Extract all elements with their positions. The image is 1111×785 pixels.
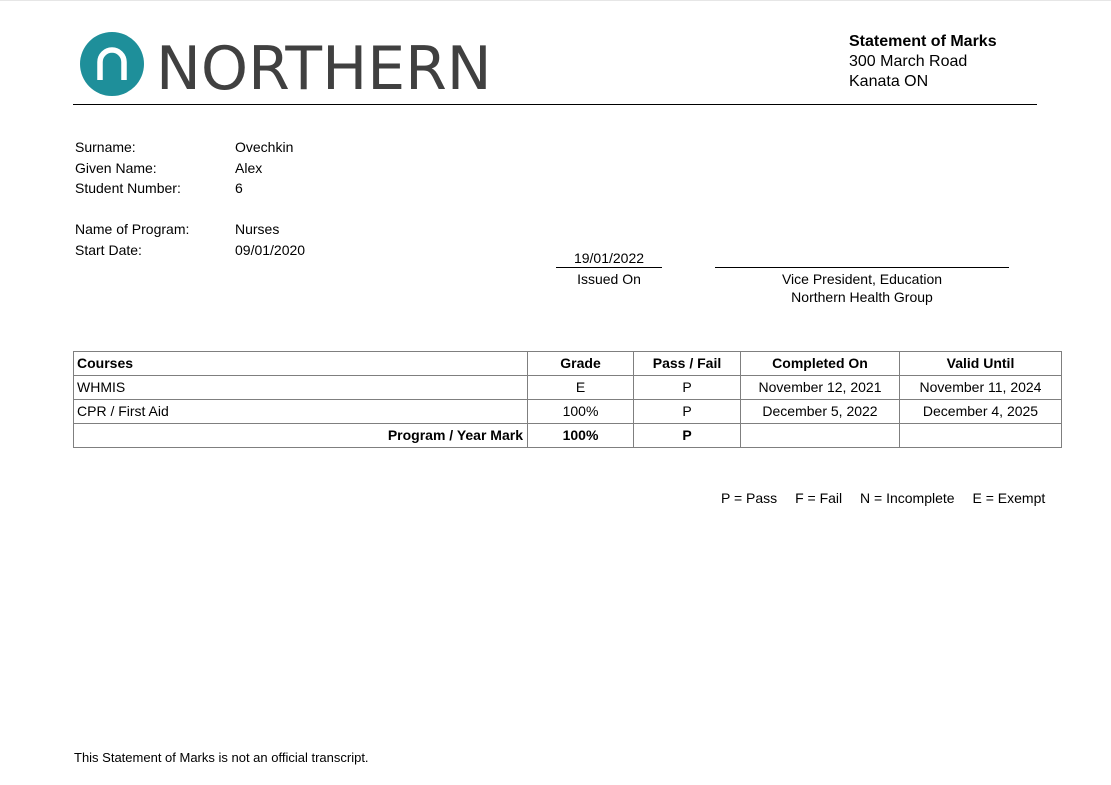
program-value: Nurses xyxy=(235,221,280,237)
signature-line xyxy=(715,267,1009,268)
given-name-value: Alex xyxy=(235,160,263,176)
address-line2: Kanata ON xyxy=(849,73,929,90)
course-name: WHMIS xyxy=(74,376,528,400)
legend-pass: P = Pass xyxy=(721,490,778,506)
signatory-title: Vice President, Education xyxy=(781,271,943,287)
legend-exempt: E = Exempt xyxy=(972,490,1046,506)
surname-label: Surname: xyxy=(75,139,136,155)
summary-empty-valid xyxy=(900,424,1062,448)
table-row xyxy=(74,376,1062,400)
col-header-pass-fail: Pass / Fail xyxy=(634,352,741,376)
top-border xyxy=(0,0,1111,1)
table-header-row xyxy=(74,352,1062,376)
issue-date-line xyxy=(556,267,662,268)
logo-wordmark: NORTHERN xyxy=(156,34,492,104)
legend-incomplete: N = Incomplete xyxy=(860,490,955,506)
course-grade: E xyxy=(528,376,634,400)
legend-fail: F = Fail xyxy=(795,490,843,506)
program-year-mark-label: Program / Year Mark xyxy=(74,424,528,448)
issue-date: 19/01/2022 xyxy=(573,250,645,266)
program-year-mark-grade: 100% xyxy=(528,424,634,448)
surname-value: Ovechkin xyxy=(235,139,294,155)
student-number-value: 6 xyxy=(235,180,243,196)
given-name-label: Given Name: xyxy=(75,160,157,176)
summary-empty-completed xyxy=(741,424,900,448)
issued-on-label: Issued On xyxy=(577,271,641,287)
course-completed-on: December 5, 2022 xyxy=(741,400,900,424)
signatory-org: Northern Health Group xyxy=(791,289,933,305)
student-number-label: Student Number: xyxy=(75,180,181,196)
program-year-mark-pass-fail: P xyxy=(634,424,741,448)
course-name: CPR / First Aid xyxy=(74,400,528,424)
arch-logo-icon xyxy=(80,32,144,96)
disclaimer-footer: This Statement of Marks is not an official transcript. xyxy=(74,750,369,765)
start-date-label: Start Date: xyxy=(75,242,142,258)
grade-legend xyxy=(721,490,1045,506)
col-header-courses: Courses xyxy=(74,352,528,376)
col-header-grade: Grade xyxy=(528,352,634,376)
course-completed-on: November 12, 2021 xyxy=(741,376,900,400)
course-valid-until: November 11, 2024 xyxy=(900,376,1062,400)
start-date-value: 09/01/2020 xyxy=(235,242,306,258)
col-header-valid-until: Valid Until xyxy=(900,352,1062,376)
col-header-completed-on: Completed On xyxy=(741,352,900,376)
address-line1: 300 March Road xyxy=(849,53,968,70)
header-divider xyxy=(73,104,1037,105)
course-pass-fail: P xyxy=(634,376,741,400)
course-grade: 100% xyxy=(528,400,634,424)
header-block xyxy=(849,32,997,92)
program-label: Name of Program: xyxy=(75,221,190,237)
document-title: Statement of Marks xyxy=(849,33,997,50)
marks-table xyxy=(73,351,1062,448)
summary-row xyxy=(74,424,1062,448)
table-row xyxy=(74,400,1062,424)
course-valid-until: December 4, 2025 xyxy=(900,400,1062,424)
course-pass-fail: P xyxy=(634,400,741,424)
